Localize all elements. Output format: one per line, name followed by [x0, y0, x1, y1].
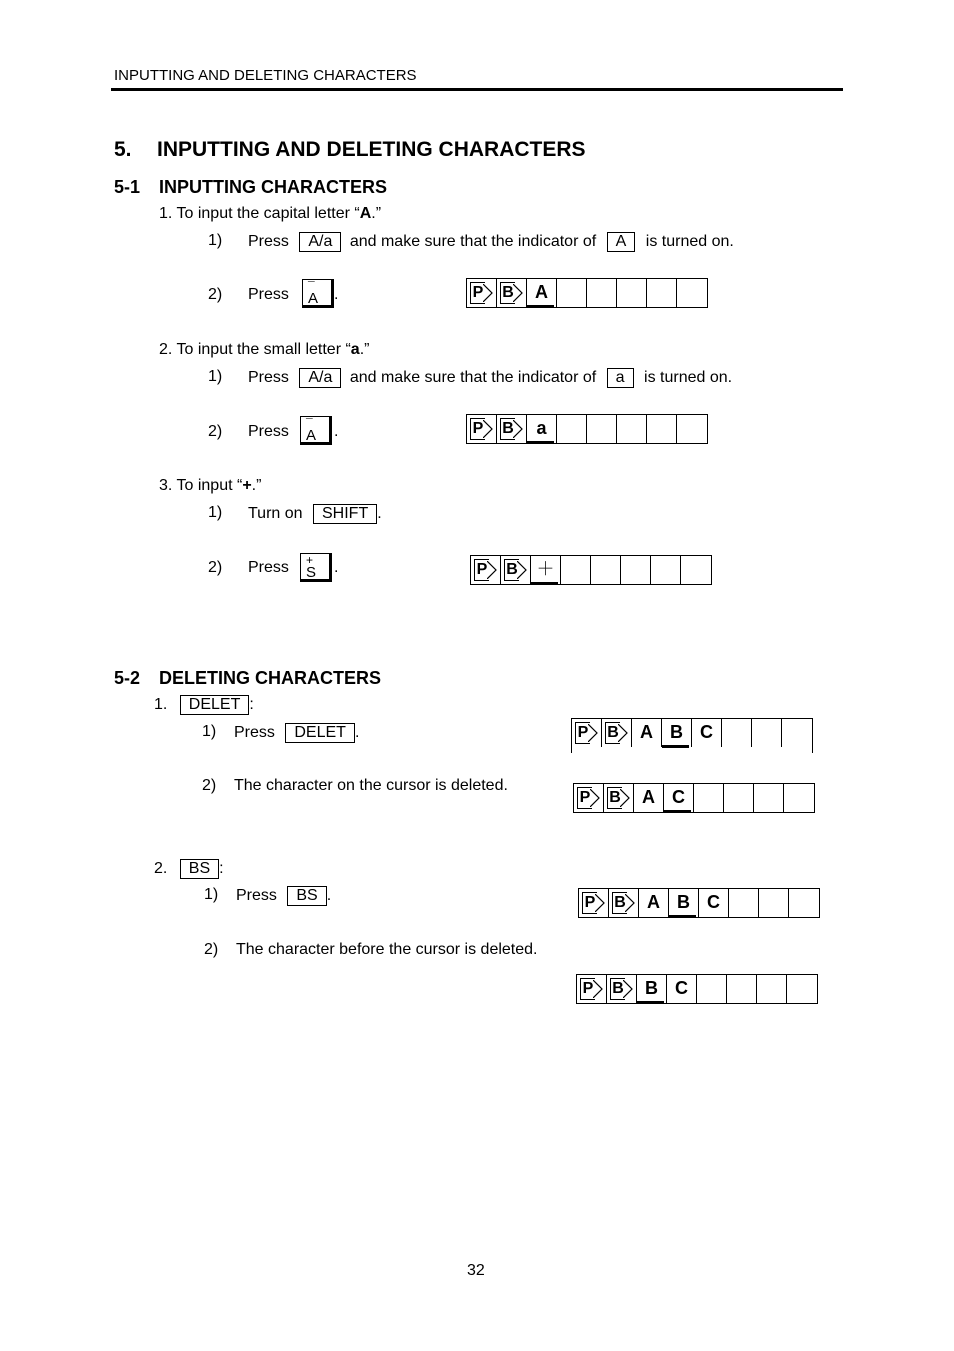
section-title: INPUTTING CHARACTERS [159, 177, 387, 197]
indicator-arrow-icon [625, 894, 635, 912]
step-number: 1) [202, 723, 217, 740]
lcd-char-cell [561, 556, 591, 584]
lcd-char-cell [587, 415, 617, 443]
step-text: The character before the cursor is deleted. [236, 941, 538, 958]
step-text: Press [248, 559, 289, 576]
running-header: INPUTTING AND DELETING CHARACTERS [114, 67, 417, 84]
lcd-char-cell: A [639, 889, 669, 917]
lcd-char-cell [759, 889, 789, 917]
indicator-arrow-icon [588, 724, 598, 742]
lcd-char-cell [787, 975, 817, 1003]
shift-key: SHIFT [313, 504, 377, 524]
lcd-display [573, 783, 815, 813]
lcd-char-cell: C [692, 719, 722, 747]
indicator-arrow-icon [517, 561, 527, 579]
step-number: 2) [204, 941, 219, 958]
lcd-char-cell: C [664, 784, 694, 812]
lcd-char-cell: A [632, 719, 662, 747]
item-heading: 1. To input the capital letter “A.” [159, 205, 382, 222]
lcd-char-cell [617, 415, 647, 443]
step-number: 1) [208, 368, 223, 385]
lcd-char-cell [647, 279, 677, 307]
lcd-char-cell: ＋ [531, 556, 561, 584]
delet-key: DELET [180, 695, 250, 715]
lcd-char-cell [727, 975, 757, 1003]
lcd-char-cell [651, 556, 681, 584]
lcd-indicator-p: P [467, 279, 497, 307]
period: . [334, 286, 339, 303]
lcd-char-cell: B [669, 889, 699, 917]
lcd-char-cell [557, 279, 587, 307]
lcd-indicator-p: P [471, 556, 501, 584]
lcd-display [466, 278, 708, 308]
section-title: DELETING CHARACTERS [159, 668, 382, 688]
lcd-indicator-p: P [572, 719, 602, 747]
lcd-indicator-p: P [579, 889, 609, 917]
section-number: 5-2 [114, 668, 141, 688]
step-text: Press [248, 286, 289, 303]
lcd-display [470, 555, 712, 585]
lcd-char-cell [647, 415, 677, 443]
lcd-indicator-b: B [607, 975, 637, 1003]
lcd-char-cell [782, 719, 812, 747]
step-number: 1) [208, 504, 223, 521]
indicator-label: A [607, 232, 636, 252]
lcd-char-cell: C [667, 975, 697, 1003]
indicator-arrow-icon [595, 894, 605, 912]
lcd-display [571, 718, 813, 753]
lcd-indicator-p: P [574, 784, 604, 812]
step-text: Press DELET . [234, 724, 360, 741]
step-text: Press [248, 423, 289, 440]
step-text: Press A/a and make sure that the indicator of A is turned on. [248, 233, 734, 250]
step-text: Press BS . [236, 887, 332, 904]
lcd-indicator-p: P [467, 415, 497, 443]
item-heading: 2. To input the small letter “a.” [159, 341, 370, 358]
period: . [334, 559, 339, 576]
chapter-number: 5. [114, 138, 132, 161]
step-number: 2) [202, 777, 217, 794]
indicator-arrow-icon [483, 284, 493, 302]
a-key: ¯ A [302, 279, 334, 308]
lcd-char-cell: A [527, 279, 557, 307]
step-number: 1) [208, 232, 223, 249]
lcd-indicator-b: B [602, 719, 632, 747]
lcd-char-cell [677, 279, 707, 307]
lcd-indicator-b: B [497, 279, 527, 307]
step-number: 1) [204, 886, 219, 903]
lcd-char-cell [677, 415, 707, 443]
lcd-char-cell [587, 279, 617, 307]
a-key: ¯ A [300, 416, 332, 445]
lcd-indicator-b: B [501, 556, 531, 584]
lcd-display [576, 974, 818, 1004]
indicator-arrow-icon [483, 420, 493, 438]
lcd-char-cell [722, 719, 752, 747]
aa-key: A/a [299, 368, 341, 388]
step-number: 2) [208, 286, 223, 303]
lcd-display [578, 888, 820, 918]
lcd-char-cell [557, 415, 587, 443]
indicator-arrow-icon [623, 980, 633, 998]
lcd-char-cell [752, 719, 782, 747]
lcd-indicator-b: B [497, 415, 527, 443]
lcd-char-cell [591, 556, 621, 584]
chapter-title: INPUTTING AND DELETING CHARACTERS [157, 138, 586, 161]
step-text: The character on the cursor is deleted. [234, 777, 508, 794]
item-heading: 3. To input “+.” [159, 477, 262, 494]
lcd-char-cell: A [634, 784, 664, 812]
lcd-indicator-b: B [604, 784, 634, 812]
page-number: 32 [467, 1262, 485, 1279]
bs-key: BS [180, 859, 219, 879]
lcd-char-cell [784, 784, 814, 812]
lcd-indicator-b: B [609, 889, 639, 917]
lcd-indicator-p: P [577, 975, 607, 1003]
step-number: 2) [208, 559, 223, 576]
period: . [334, 423, 339, 440]
aa-key: A/a [299, 232, 341, 252]
item-heading: 1. DELET : [154, 696, 254, 713]
item-heading: 2. BS : [154, 860, 224, 877]
lcd-char-cell: B [637, 975, 667, 1003]
indicator-arrow-icon [620, 789, 630, 807]
indicator-arrow-icon [513, 420, 523, 438]
lcd-display [466, 414, 708, 444]
step-text: Turn on SHIFT . [248, 505, 382, 522]
lcd-char-cell [617, 279, 647, 307]
section-number: 5-1 [114, 177, 141, 197]
lcd-char-cell [621, 556, 651, 584]
indicator-arrow-icon [513, 284, 523, 302]
indicator-arrow-icon [618, 724, 628, 742]
lcd-char-cell [694, 784, 724, 812]
bs-key: BS [287, 886, 326, 906]
indicator-label: a [607, 368, 634, 388]
s-key: + S [300, 553, 332, 582]
lcd-char-cell [724, 784, 754, 812]
lcd-char-cell [697, 975, 727, 1003]
delet-key: DELET [285, 723, 355, 743]
step-text: Press A/a and make sure that the indicator of a is turned on. [248, 369, 733, 386]
indicator-arrow-icon [487, 561, 497, 579]
lcd-char-cell: a [527, 415, 557, 443]
lcd-char-cell [789, 889, 819, 917]
lcd-char-cell [754, 784, 784, 812]
lcd-char-cell [681, 556, 711, 584]
header-rule [111, 88, 843, 91]
indicator-arrow-icon [590, 789, 600, 807]
step-number: 2) [208, 423, 223, 440]
lcd-char-cell [729, 889, 759, 917]
lcd-char-cell: C [699, 889, 729, 917]
lcd-char-cell [757, 975, 787, 1003]
lcd-char-cell: B [662, 719, 692, 747]
indicator-arrow-icon [593, 980, 603, 998]
